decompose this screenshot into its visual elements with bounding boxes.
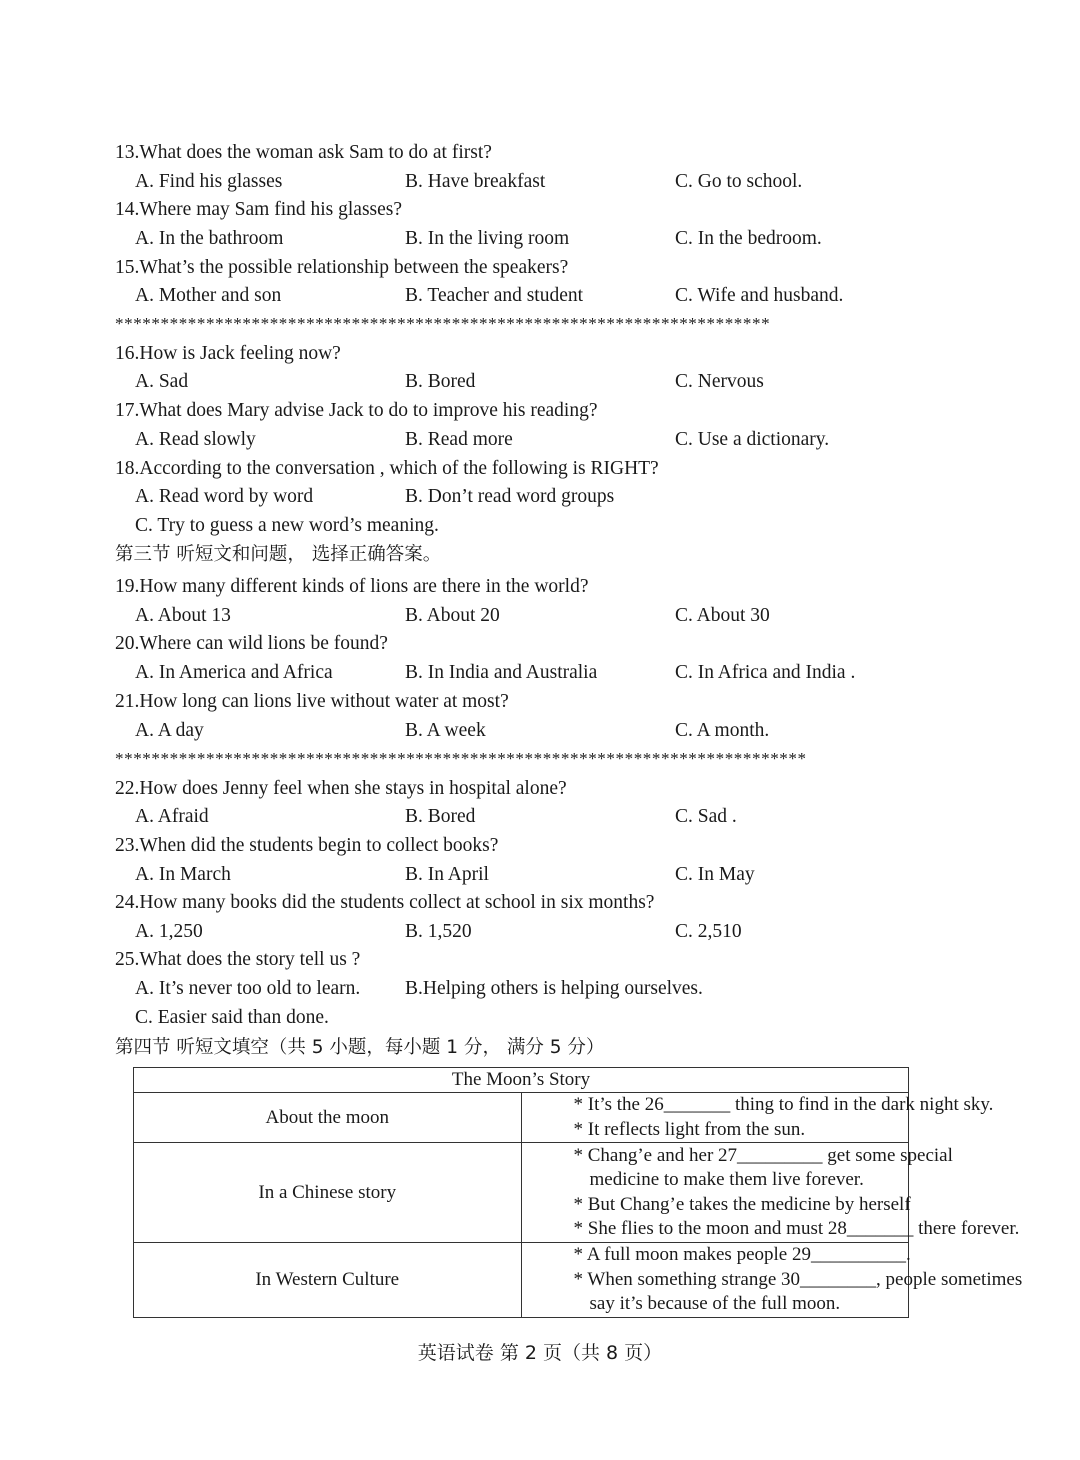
option-a: A. Afraid (135, 806, 209, 827)
option-b: B. In the living room (405, 228, 570, 249)
question-17: 17.What does Mary advise Jack to do to improve his reading? (115, 400, 598, 421)
option-c: C. Sad . (675, 806, 737, 827)
question-13: 13.What does the woman ask Sam to do at first? (115, 142, 492, 163)
option-b: B. A week (405, 720, 486, 741)
option-b: B. Read more (405, 429, 513, 450)
option-c: C. Easier said than done. (135, 1007, 329, 1028)
option-b: B. Teacher and student (405, 285, 584, 306)
option-a: A. Find his glasses (135, 171, 283, 192)
option-c: C. About 30 (675, 605, 770, 626)
table-row (134, 1243, 909, 1318)
option-c: C. A month. (675, 720, 770, 741)
option-a: A. In March (135, 864, 231, 885)
option-a: A. It’s never too old to learn. (135, 978, 361, 999)
separator-line: ************************************************************************ (115, 314, 771, 333)
question-25: 25.What does the story tell us ? (115, 949, 361, 970)
row-content: * Chang’e and her 27_________ get some special medicine to make them live forever. * But Chang’e takes the medicine by herself * She flies to the moon and must 28_______ there forever. (521, 1143, 909, 1243)
option-a: A. Read slowly (135, 429, 256, 450)
option-a: A. A day (135, 720, 204, 741)
option-b: B. Have breakfast (405, 171, 546, 192)
question-22: 22.How does Jenny feel when she stays in hospital alone? (115, 778, 567, 799)
row-label: About the moon (134, 1093, 522, 1143)
separator-line: **************************************************************************** (115, 749, 807, 768)
option-c: C. 2,510 (675, 921, 742, 942)
option-c: C. Go to school. (675, 171, 803, 192)
option-c: C. In May (675, 864, 755, 885)
option-a: A. In America and Africa (135, 662, 333, 683)
option-b: B. 1,520 (405, 921, 472, 942)
question-16: 16.How is Jack feeling now? (115, 343, 341, 364)
row-label: In Western Culture (134, 1243, 522, 1318)
option-b: B. Bored (405, 371, 476, 392)
option-b: B. About 20 (405, 605, 500, 626)
row-content: * It’s the 26_______ thing to find in the dark night sky. * It reflects light from the sun. (521, 1093, 909, 1143)
option-a: A. Mother and son (135, 285, 282, 306)
question-18: 18.According to the conversation , which of the following is RIGHT? (115, 458, 659, 479)
question-23: 23.When did the students begin to collect books? (115, 835, 499, 856)
page-footer: 英语试卷 第 2 页（共 8 页） (417, 1342, 663, 1364)
question-21: 21.How long can lions live without water at most? (115, 691, 509, 712)
option-b: B. In April (405, 864, 489, 885)
option-c: C. In Africa and India . (675, 662, 856, 683)
table-row (134, 1093, 909, 1143)
section-4-heading: 第四节 听短文填空（共 5 小题，每小题 1 分， 满分 5 分） (115, 1037, 605, 1058)
option-a: A. In the bathroom (135, 228, 284, 249)
table-title: The Moon’s Story (134, 1068, 909, 1093)
section-3-heading: 第三节 听短文和问题， 选择正确答案。 (115, 544, 442, 565)
option-c: C. Use a dictionary. (675, 429, 830, 450)
moon-story-table (133, 1067, 1023, 1318)
option-b: B. In India and Australia (405, 662, 598, 683)
question-24: 24.How many books did the students collect at school in six months? (115, 892, 655, 913)
option-a: A. Sad (135, 371, 189, 392)
question-20: 20.Where can wild lions be found? (115, 633, 388, 654)
question-14: 14.Where may Sam find his glasses? (115, 199, 403, 220)
option-c: C. Try to guess a new word’s meaning. (135, 515, 439, 536)
option-b: B. Don’t read word groups (405, 486, 615, 507)
question-19: 19.How many different kinds of lions are there in the world? (115, 576, 589, 597)
option-c: C. Nervous (675, 371, 764, 392)
option-c: C. Wife and husband. (675, 285, 844, 306)
option-b: B. Bored (405, 806, 476, 827)
option-b: B.Helping others is helping ourselves. (405, 978, 703, 999)
option-a: A. Read word by word (135, 486, 314, 507)
row-content: * A full moon makes people 29__________. * When something strange 30________, people sometimes say it’s because of the full moon. (521, 1243, 909, 1318)
row-label: In a Chinese story (134, 1143, 522, 1243)
option-a: A. 1,250 (135, 921, 203, 942)
table-row (134, 1143, 909, 1243)
question-15: 15.What’s the possible relationship between the speakers? (115, 257, 569, 278)
option-c: C. In the bedroom. (675, 228, 822, 249)
option-a: A. About 13 (135, 605, 231, 626)
